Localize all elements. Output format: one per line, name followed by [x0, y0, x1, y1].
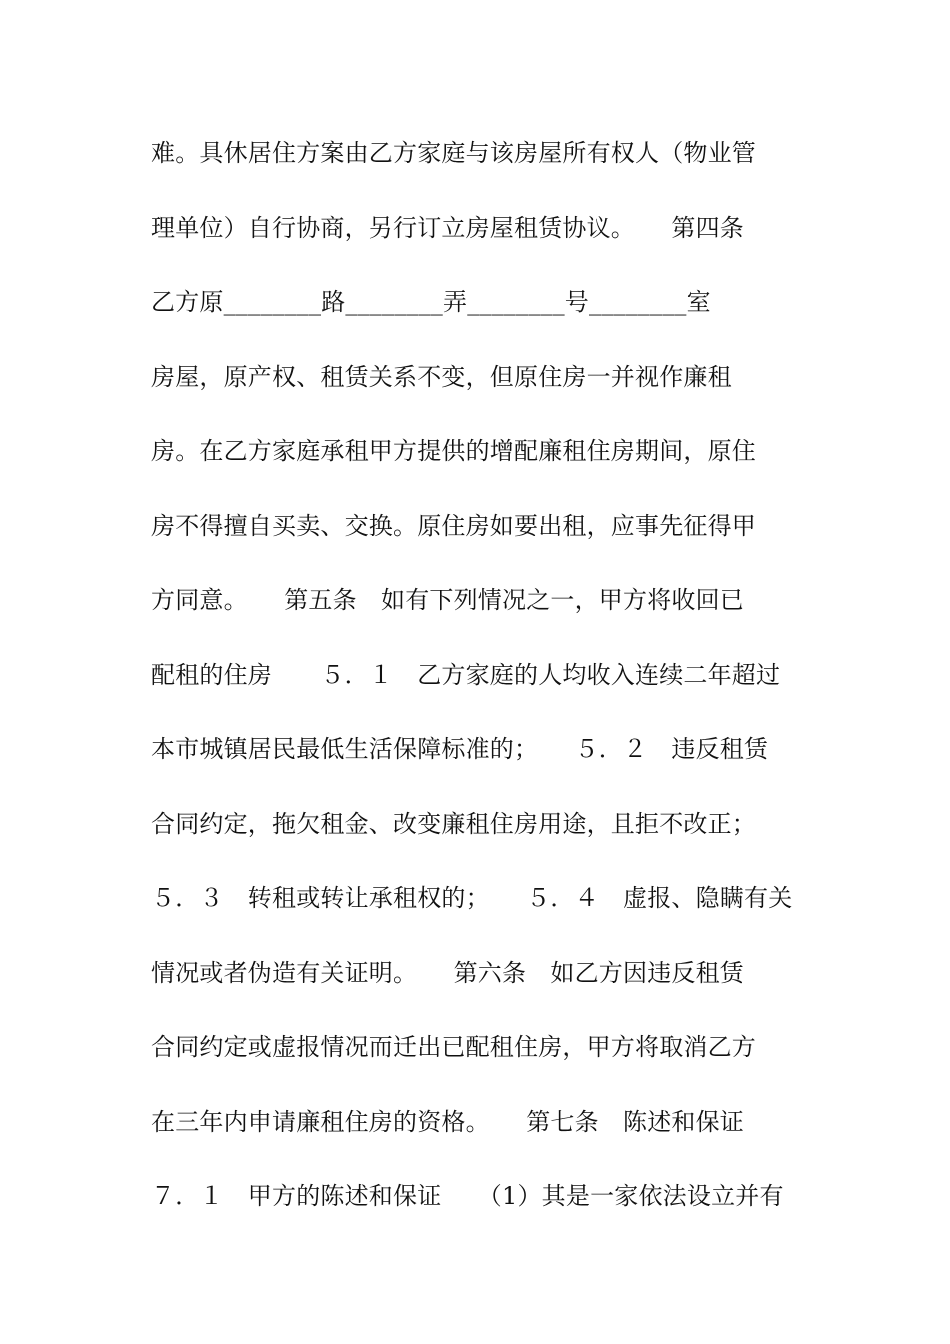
text-line: ７．１ 甲方的陈述和保证 （1）其是一家依法设立并有 — [151, 1182, 784, 1210]
text-line: 情况或者伪造有关证明。 第六条 如乙方因违反租赁 — [151, 958, 744, 987]
text-line: ５．３ 转租或转让承租权的； ５．４ 虚报、隐瞒有关 — [151, 884, 793, 912]
text-line: 房。在乙方家庭承租甲方提供的增配廉租住房期间，原住 — [151, 437, 756, 465]
text-line: 理单位）自行协商，另行订立房屋租赁协议。 第四条 — [151, 213, 744, 242]
text-line: 本市城镇居民最低生活保障标准的； ５．２ 违反租赁 — [151, 735, 769, 763]
text-line: 方同意。 第五条 如有下列情况之一，甲方将收回已 — [151, 586, 744, 614]
text-line: 乙方原________路________弄________号________室 — [151, 288, 711, 316]
text-line: 合同约定或虚报情况而迁出已配租住房，甲方将取消乙方 — [151, 1033, 756, 1061]
text-line: 房不得擅自买卖、交换。原住房如要出租，应事先征得甲 — [151, 511, 756, 540]
text-line: 配租的住房 ５．１ 乙方家庭的人均收入连续二年超过 — [151, 660, 781, 689]
text-line: 难。具休居住方案由乙方家庭与该房屋所有权人（物业管 — [151, 139, 756, 167]
body-text — [151, 128, 811, 1246]
text-line: 房屋，原产权、租赁关系不变，但原住房一并视作廉租 — [151, 362, 732, 391]
text-line: 合同约定，拖欠租金、改变廉租住房用途，且拒不改正； — [151, 809, 756, 838]
text-line: 在三年内申请廉租住房的资格。 第七条 陈述和保证 — [151, 1107, 744, 1136]
